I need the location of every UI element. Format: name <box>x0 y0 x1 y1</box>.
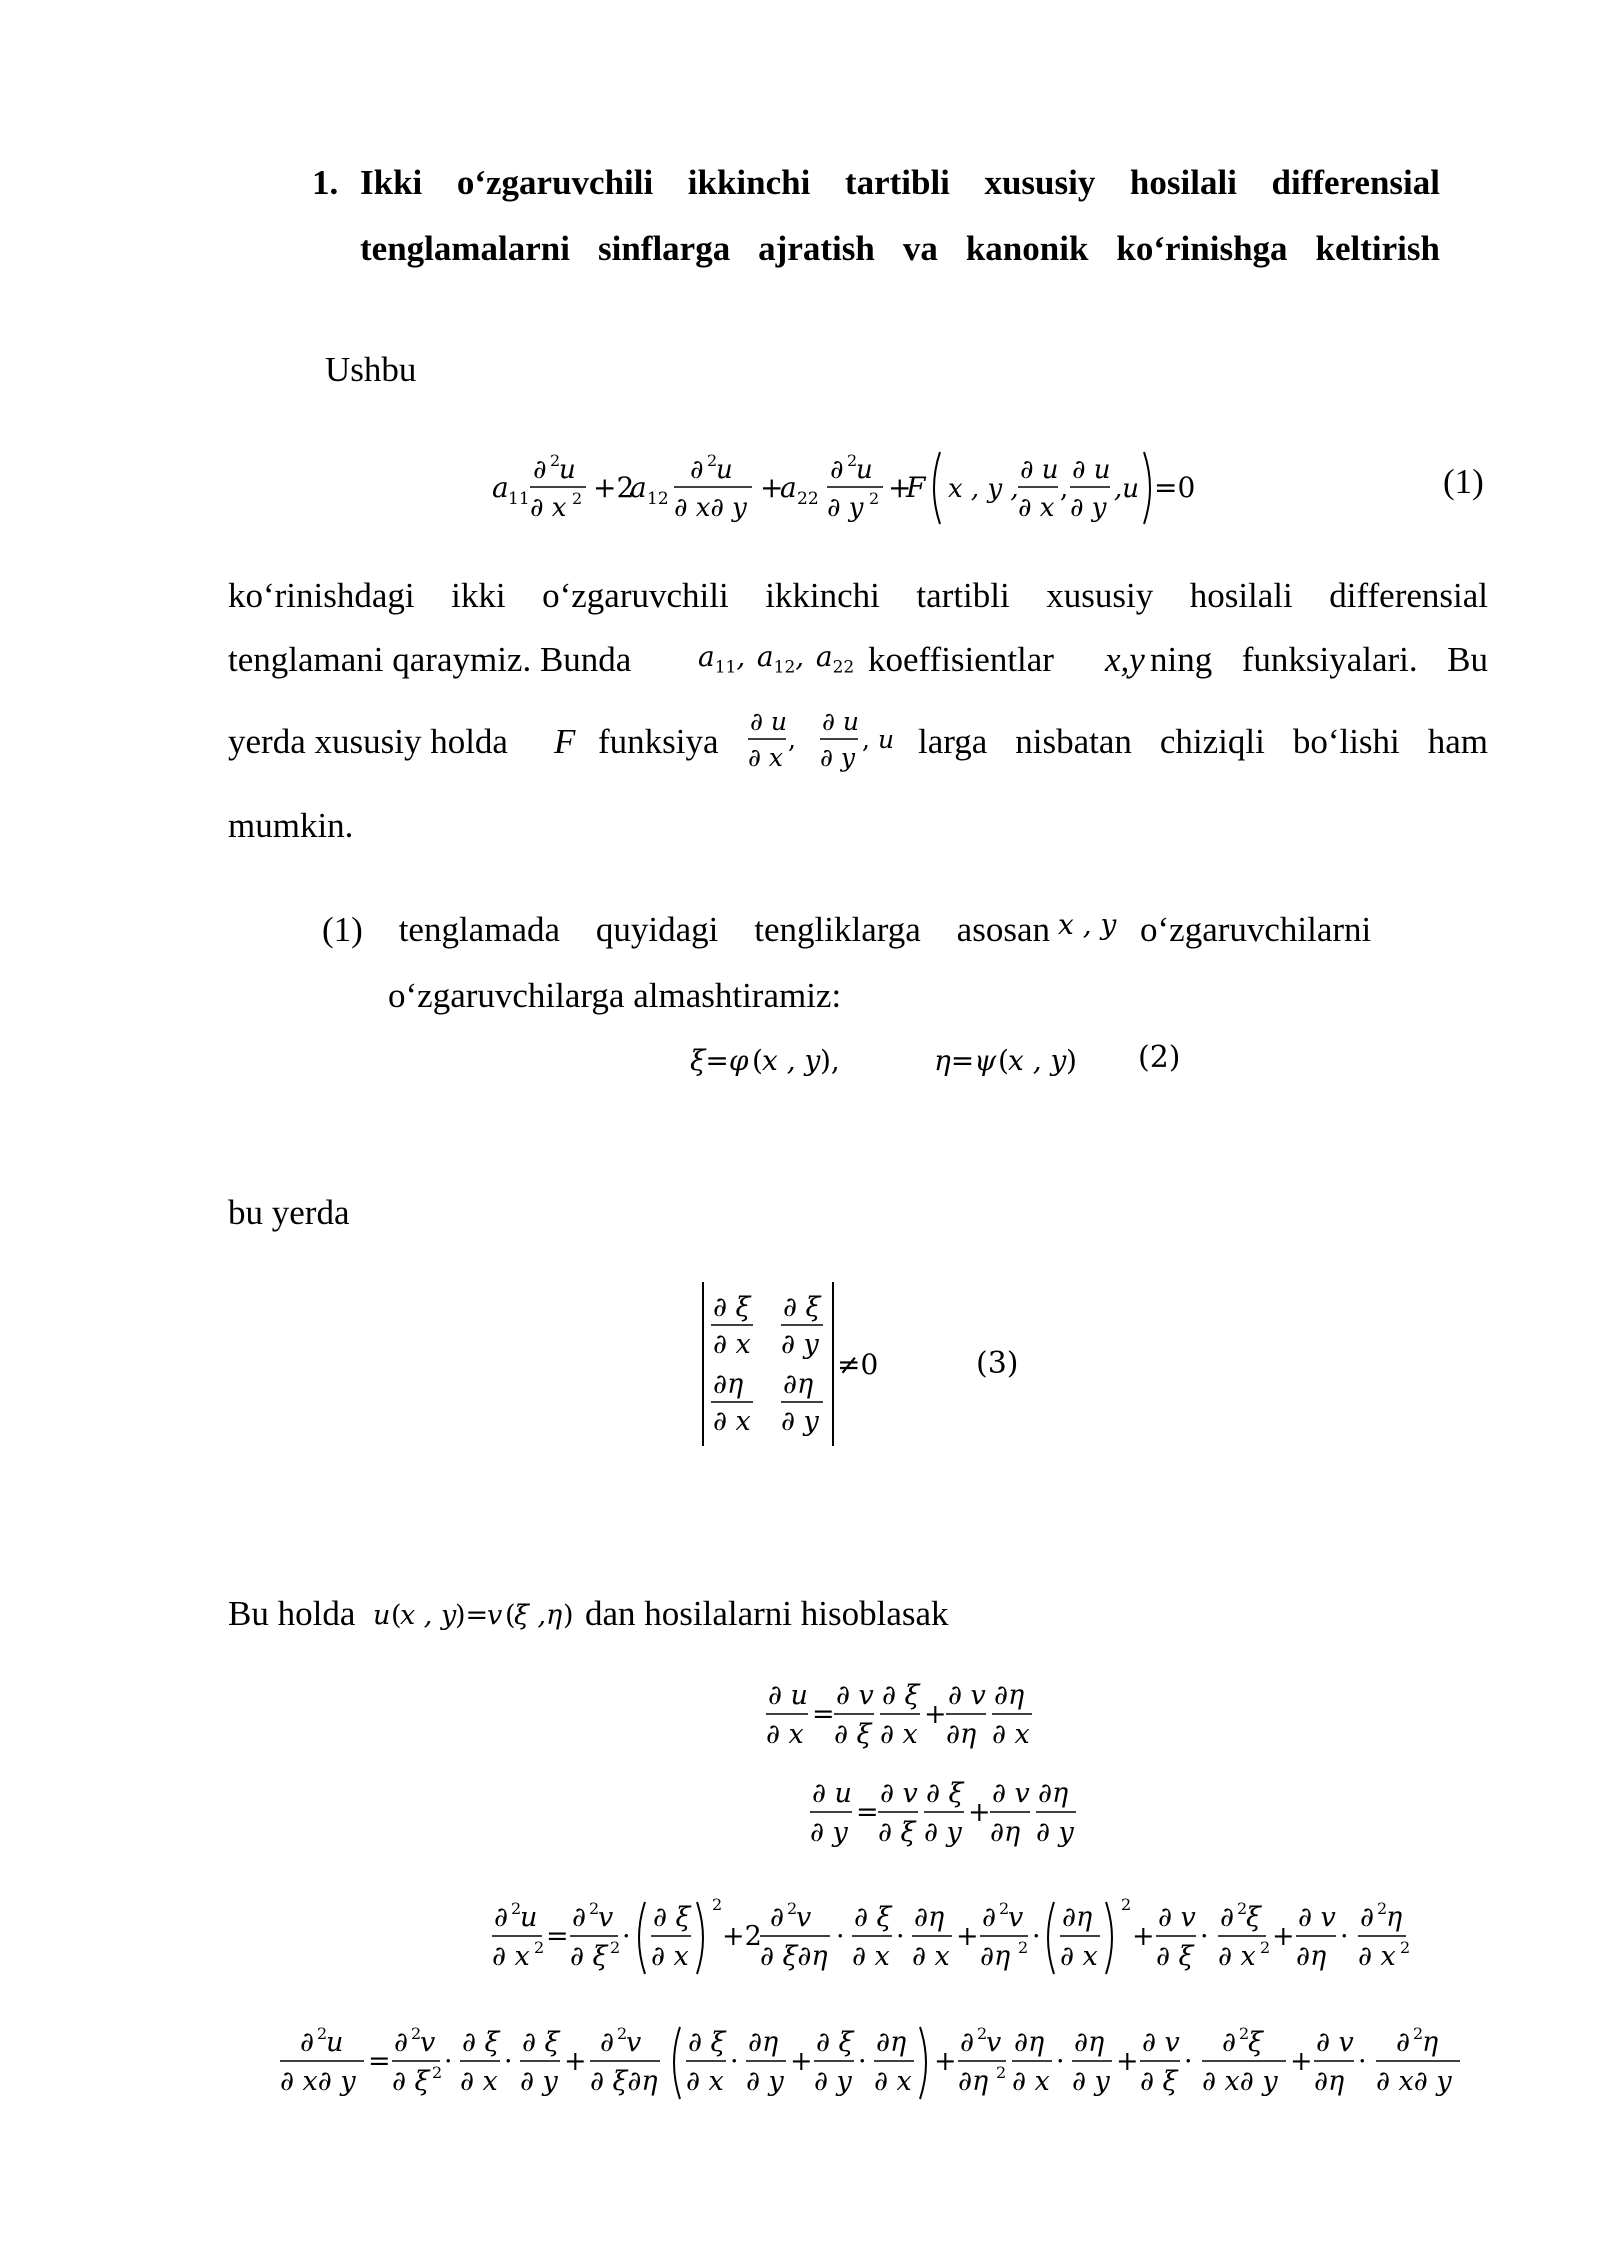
svg-text:2: 2 <box>977 2024 988 2043</box>
svg-text:∂: ∂ <box>494 1902 508 1933</box>
svg-text:=: = <box>546 1921 569 1952</box>
svg-text:∂ u: ∂ u <box>750 707 787 736</box>
svg-text:∂η: ∂η <box>914 1902 945 1933</box>
para1-line2-c: ning funksiyalari. Bu <box>1150 640 1488 679</box>
svg-text:∂ u: ∂ u <box>812 1778 852 1809</box>
svg-text:u: u <box>520 1902 538 1933</box>
svg-text:F: F <box>906 471 926 504</box>
svg-text:∂: ∂ <box>394 2027 408 2058</box>
heading-line-1: Ikki o‘zgaruvchili ikkinchi tartibli xususiy hosilali differensial <box>360 163 1440 202</box>
svg-text:∂ v: ∂ v <box>880 1778 918 1809</box>
equation-1 <box>490 438 1196 542</box>
svg-text:∂: ∂ <box>1220 1902 1234 1933</box>
svg-text:∂ ξ: ∂ ξ <box>854 1902 892 1933</box>
equation-2 <box>690 1030 1110 1094</box>
svg-text:ξ=φ: ξ=φ <box>690 1044 749 1077</box>
svg-text:v: v <box>1008 1902 1024 1933</box>
svg-text:v: v <box>487 1600 503 1631</box>
svg-text:2: 2 <box>550 451 561 470</box>
svg-text:∂ x: ∂ x <box>460 2066 498 2097</box>
svg-text:∂η: ∂η <box>980 1941 1011 1972</box>
svg-text:∂ ξ: ∂ ξ <box>713 1292 751 1323</box>
svg-text:·: · <box>504 2046 513 2077</box>
svg-text:2: 2 <box>610 1938 621 1957</box>
vars-x-y: x , y <box>1058 908 1117 941</box>
svg-text:∂η: ∂η <box>876 2027 907 2058</box>
svg-text:η: η <box>1422 2027 1439 2058</box>
svg-text:2: 2 <box>1400 1938 1411 1957</box>
svg-text:∂ x: ∂ x <box>912 1941 950 1972</box>
svg-text:∂η: ∂η <box>1014 2027 1045 2058</box>
svg-text:∂ ξ: ∂ ξ <box>392 2066 430 2097</box>
svg-text:∂: ∂ <box>830 455 844 485</box>
svg-text:2: 2 <box>572 489 583 508</box>
svg-text:∂ x: ∂ x <box>852 1941 890 1972</box>
svg-text:∂ y: ∂ y <box>810 1817 848 1848</box>
svg-text:,: , <box>862 725 870 754</box>
svg-text:∂ ξ∂η: ∂ ξ∂η <box>760 1941 828 1972</box>
svg-text:(: ( <box>391 1600 402 1631</box>
svg-text:∂η: ∂η <box>748 2027 779 2058</box>
svg-text:∂ v: ∂ v <box>1142 2027 1180 2058</box>
equation-3-label: (3) <box>976 1346 1019 1381</box>
svg-text:x , y: x , y <box>762 1044 821 1077</box>
equation-du-dx <box>760 1670 1060 1764</box>
svg-text:,u: ,u <box>1114 474 1140 504</box>
svg-text:∂η: ∂η <box>1038 1778 1069 1809</box>
svg-text:∂ ξ: ∂ ξ <box>878 1817 916 1848</box>
svg-text:∂ x: ∂ x <box>1060 1941 1098 1972</box>
svg-text:x , y ,: x , y , <box>948 474 1019 504</box>
svg-text:∂ y: ∂ y <box>746 2066 784 2097</box>
para2-line1-b: o‘zgaruvchilarni <box>1140 910 1372 949</box>
svg-text:∂ y: ∂ y <box>1070 493 1107 523</box>
svg-text:,: , <box>1060 474 1069 504</box>
svg-text:·: · <box>836 1921 845 1952</box>
svg-text:∂η: ∂η <box>1296 1941 1327 1972</box>
svg-text:∂ x: ∂ x <box>992 1719 1030 1750</box>
svg-text:∂ u: ∂ u <box>1072 455 1111 485</box>
equation-3-jacobian <box>695 1280 895 1454</box>
heading-line-2: tenglamalarni sinflarga ajratish va kanonik ko‘rinishga keltirish <box>360 229 1440 268</box>
svg-text:∂ x: ∂ x <box>1012 2066 1050 2097</box>
svg-text:=0: =0 <box>1154 471 1196 504</box>
svg-text:+: + <box>1116 2046 1139 2077</box>
partial-derivatives-inline <box>738 700 908 784</box>
svg-text:∂η: ∂η <box>958 2066 989 2097</box>
svg-text:·: · <box>896 1921 905 1952</box>
svg-text:∂ ξ: ∂ ξ <box>522 2027 560 2058</box>
equation-du-dy <box>804 1768 1104 1862</box>
svg-text:∂ x: ∂ x <box>1018 493 1055 523</box>
svg-text:+: + <box>564 2046 587 2077</box>
svg-text:∂ y: ∂ y <box>1036 1817 1074 1848</box>
svg-text:∂η: ∂η <box>994 1680 1025 1711</box>
svg-text:=: = <box>856 1797 879 1828</box>
svg-text:·: · <box>1200 1921 1209 1952</box>
para1-line2-a: tenglamani qaraymiz. Bunda <box>228 640 632 679</box>
svg-text:∂ v: ∂ v <box>948 1680 986 1711</box>
svg-text:·: · <box>858 2046 867 2077</box>
svg-text:=: = <box>368 2046 391 2077</box>
svg-text:2: 2 <box>1413 2024 1424 2043</box>
svg-text:+: + <box>968 1797 991 1828</box>
svg-text:ξ ,η: ξ ,η <box>514 1600 563 1631</box>
svg-text:∂ ξ: ∂ ξ <box>570 1941 608 1972</box>
svg-text:·: · <box>622 1921 631 1952</box>
svg-text:∂ ξ: ∂ ξ <box>462 2027 500 2058</box>
svg-text:∂ x: ∂ x <box>492 1941 530 1972</box>
svg-text:∂ y: ∂ y <box>924 1817 962 1848</box>
svg-text:∂ ξ: ∂ ξ <box>1140 2066 1178 2097</box>
svg-text:∂η: ∂η <box>713 1369 744 1400</box>
svg-text:∂ x: ∂ x <box>713 1329 751 1360</box>
svg-text:2: 2 <box>1377 1899 1388 1918</box>
intro-word: Ushbu <box>325 350 417 389</box>
svg-text:11: 11 <box>508 489 530 509</box>
svg-text:∂ x: ∂ x <box>874 2066 912 2097</box>
svg-text:≠0: ≠0 <box>837 1348 879 1381</box>
svg-text:2: 2 <box>707 451 718 470</box>
equation-1-label: (1) <box>1443 462 1484 501</box>
svg-text:∂ ξ: ∂ ξ <box>816 2027 854 2058</box>
svg-text:η=ψ: η=ψ <box>934 1044 997 1077</box>
svg-text:2: 2 <box>534 1938 545 1957</box>
svg-text:∂: ∂ <box>690 455 704 485</box>
svg-text:∂η: ∂η <box>1062 1902 1093 1933</box>
svg-text:2: 2 <box>999 1899 1010 1918</box>
svg-text:∂ x∂ y: ∂ x∂ y <box>280 2066 356 2097</box>
svg-text:+: + <box>760 471 784 504</box>
svg-text:∂ y: ∂ y <box>827 493 864 523</box>
svg-text:+2: +2 <box>593 471 635 504</box>
svg-text:+: + <box>1290 2046 1313 2077</box>
svg-text:∂ ξ: ∂ ξ <box>1156 1941 1194 1972</box>
svg-text:∂: ∂ <box>1396 2027 1410 2058</box>
svg-text:∂: ∂ <box>960 2027 974 2058</box>
svg-text:a: a <box>780 471 797 504</box>
svg-text:2: 2 <box>1260 1938 1271 1957</box>
svg-text:∂ ξ: ∂ ξ <box>688 2027 726 2058</box>
svg-text:): ) <box>1066 1044 1077 1077</box>
svg-text:∂ y: ∂ y <box>781 1406 819 1437</box>
svg-text:+: + <box>924 1699 947 1730</box>
svg-text:∂ v: ∂ v <box>1298 1902 1336 1933</box>
bu-yerda-text: bu yerda <box>228 1193 350 1232</box>
para1-line3-a: yerda xususiy holda <box>228 722 508 761</box>
svg-text:2: 2 <box>511 1899 522 1918</box>
equation-d2u-dx2 <box>490 1890 1430 1994</box>
svg-text:u: u <box>856 455 873 485</box>
para1-line3-b: funksiya <box>598 722 719 761</box>
svg-text:∂ y: ∂ y <box>820 743 855 772</box>
svg-text:a: a <box>630 471 647 504</box>
svg-text:+2: +2 <box>722 1921 762 1952</box>
svg-text:(: ( <box>752 1044 763 1077</box>
svg-text:2: 2 <box>432 2063 443 2082</box>
svg-text:∂ ξ∂η: ∂ ξ∂η <box>590 2066 658 2097</box>
svg-text:v: v <box>420 2027 436 2058</box>
svg-text:∂: ∂ <box>300 2027 314 2058</box>
svg-text:ξ: ξ <box>1246 1902 1261 1933</box>
svg-text:+: + <box>790 2046 813 2077</box>
svg-text:∂ ξ: ∂ ξ <box>926 1778 964 1809</box>
svg-text:·: · <box>1340 1921 1349 1952</box>
para2-line1-a: (1) tenglamada quyidagi tengliklarga asosan <box>322 910 1050 949</box>
svg-text:∂: ∂ <box>982 1902 996 1933</box>
svg-text:∂ ξ: ∂ ξ <box>653 1902 691 1933</box>
svg-text:∂ x∂ y: ∂ x∂ y <box>674 493 747 523</box>
svg-text:12: 12 <box>647 489 669 509</box>
svg-text:x , y: x , y <box>400 1600 457 1631</box>
svg-text:∂ u: ∂ u <box>768 1680 808 1711</box>
para1-line3-F: F <box>554 722 576 761</box>
svg-text:η: η <box>1386 1902 1403 1933</box>
svg-text:x , y: x , y <box>1008 1044 1067 1077</box>
svg-text:2: 2 <box>411 2024 422 2043</box>
svg-text:v: v <box>986 2027 1002 2058</box>
u-equals-v-expression <box>373 1588 583 1642</box>
svg-text:∂η: ∂η <box>946 1719 977 1750</box>
svg-text:a: a <box>492 471 509 504</box>
svg-text:=: = <box>812 1699 835 1730</box>
svg-text:ξ: ξ <box>1248 2027 1263 2058</box>
svg-text:),: ), <box>820 1044 840 1077</box>
svg-text:v: v <box>626 2027 642 2058</box>
svg-text:2: 2 <box>787 1899 798 1918</box>
svg-text:∂ x: ∂ x <box>686 2066 724 2097</box>
svg-text:2: 2 <box>996 2063 1007 2082</box>
para3-b: dan hosilalarni hisoblasak <box>585 1594 949 1633</box>
svg-text:∂ x: ∂ x <box>766 1719 804 1750</box>
svg-text:2: 2 <box>869 489 880 508</box>
svg-text:∂ x: ∂ x <box>748 743 783 772</box>
svg-text:∂: ∂ <box>533 455 547 485</box>
svg-text:∂: ∂ <box>1360 1902 1374 1933</box>
svg-text:∂: ∂ <box>770 1902 784 1933</box>
svg-text:∂: ∂ <box>572 1902 586 1933</box>
svg-text:∂ x: ∂ x <box>530 493 567 523</box>
svg-text:∂η: ∂η <box>990 1817 1021 1848</box>
svg-text:∂ x: ∂ x <box>1358 1941 1396 1972</box>
equation-d2u-dxdy <box>278 2015 1478 2119</box>
svg-text:∂ v: ∂ v <box>992 1778 1030 1809</box>
svg-text:∂ ξ: ∂ ξ <box>882 1680 920 1711</box>
svg-text:∂ v: ∂ v <box>1316 2027 1354 2058</box>
svg-text:∂ y: ∂ y <box>520 2066 558 2097</box>
svg-text:∂ x: ∂ x <box>651 1941 689 1972</box>
svg-text:+: + <box>934 2046 957 2077</box>
svg-text:22: 22 <box>797 489 819 509</box>
svg-text:∂η: ∂η <box>1074 2027 1105 2058</box>
svg-text:)=: )= <box>455 1600 489 1631</box>
svg-text:∂: ∂ <box>600 2027 614 2058</box>
para1-line2-b: koeffisientlar <box>868 640 1054 679</box>
svg-text:∂ u: ∂ u <box>822 707 859 736</box>
para3-a: Bu holda <box>228 1594 356 1633</box>
svg-text:∂ x: ∂ x <box>1218 1941 1256 1972</box>
svg-text:∂ ξ: ∂ ξ <box>783 1292 821 1323</box>
svg-text:2: 2 <box>617 2024 628 2043</box>
svg-text:·: · <box>730 2046 739 2077</box>
svg-text:∂ y: ∂ y <box>814 2066 852 2097</box>
equation-2-label: (2) <box>1138 1040 1181 1075</box>
svg-text:v: v <box>598 1902 614 1933</box>
svg-text:∂: ∂ <box>1222 2027 1236 2058</box>
para1-line2-vars: x,y <box>1105 640 1145 679</box>
svg-text:,: , <box>788 725 796 754</box>
svg-text:+: + <box>1132 1921 1155 1952</box>
svg-text:u: u <box>878 725 895 754</box>
svg-text:·: · <box>1358 2046 1367 2077</box>
svg-text:∂η: ∂η <box>783 1369 814 1400</box>
svg-text:): ) <box>563 1600 574 1631</box>
svg-text:2: 2 <box>1237 1899 1248 1918</box>
para2-line2: o‘zgaruvchilarga almashtiramiz: <box>388 976 842 1015</box>
svg-text:u: u <box>559 455 576 485</box>
para1-line4: mumkin. <box>228 806 354 845</box>
svg-text:2: 2 <box>847 451 858 470</box>
svg-text:2: 2 <box>1121 1895 1132 1914</box>
svg-text:·: · <box>444 2046 453 2077</box>
para1-line1: ko‘rinishdagi ikki o‘zgaruvchili ikkinchi tartibli xususiy hosilali differensial <box>228 576 1488 615</box>
svg-text:·: · <box>1056 2046 1065 2077</box>
svg-text:2: 2 <box>589 1899 600 1918</box>
svg-text:u: u <box>373 1600 391 1631</box>
svg-text:u: u <box>716 455 733 485</box>
svg-text:u: u <box>326 2027 344 2058</box>
svg-text:+: + <box>956 1921 979 1952</box>
svg-text:v: v <box>796 1902 812 1933</box>
heading-number: 1. <box>312 163 339 202</box>
svg-text:·: · <box>1184 2046 1193 2077</box>
svg-text:∂ x∂ y: ∂ x∂ y <box>1376 2066 1452 2097</box>
svg-text:∂ x: ∂ x <box>880 1719 918 1750</box>
svg-text:∂ ξ: ∂ ξ <box>834 1719 872 1750</box>
svg-text:∂η: ∂η <box>1314 2066 1345 2097</box>
svg-text:2: 2 <box>712 1895 723 1914</box>
svg-text:∂ x: ∂ x <box>713 1406 751 1437</box>
svg-text:∂ x∂ y: ∂ x∂ y <box>1202 2066 1278 2097</box>
svg-text:(: ( <box>505 1600 516 1631</box>
svg-text:+: + <box>1272 1921 1295 1952</box>
svg-text:2: 2 <box>1018 1938 1029 1957</box>
para1-line3-c: larga nisbatan chiziqli bo‘lishi ham <box>918 722 1488 761</box>
svg-text:2: 2 <box>317 2024 328 2043</box>
svg-text:·: · <box>1032 1921 1041 1952</box>
svg-text:2: 2 <box>1239 2024 1250 2043</box>
coefficients-a11-a12-a22: $a_{11}$, $a_{12}$, $a_{22}$ <box>698 640 855 678</box>
svg-text:+: + <box>888 471 912 504</box>
svg-text:∂ v: ∂ v <box>836 1680 874 1711</box>
svg-text:∂ y: ∂ y <box>1072 2066 1110 2097</box>
svg-text:(: ( <box>998 1044 1009 1077</box>
svg-text:∂ v: ∂ v <box>1158 1902 1196 1933</box>
svg-text:∂ y: ∂ y <box>781 1329 819 1360</box>
svg-text:∂ u: ∂ u <box>1020 455 1059 485</box>
